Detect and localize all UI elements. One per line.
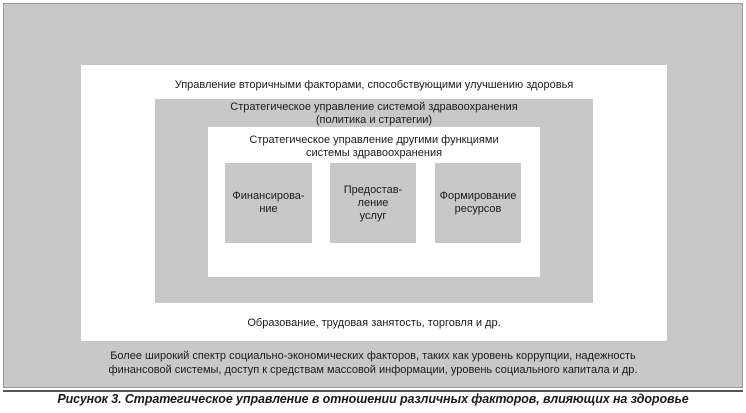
function-service-delivery [330, 163, 416, 243]
function-resource-generation [435, 163, 521, 243]
secondary-title: Управление вторичными факторами, способствующими улучшению здоровья [174, 79, 574, 91]
secondary-bottom-text: Образование, трудовая занятость, торговля и др. [247, 317, 501, 329]
other-functions-line1: Стратегическое управление другими функциями [249, 134, 499, 146]
strategic-title-line1: Стратегическое управление системой здравоохранения [230, 101, 518, 113]
outer-text-line1: Более широкий спектр социально-экономических факторов, таких как уровень коррупции, надежность [110, 350, 636, 362]
figure-caption: Рисунок 3. Стратегическое управление в отношении различных факторов, влияющих на здоровье [57, 392, 689, 406]
function-service-delivery-label: Предостав- ление услуг [343, 183, 403, 222]
outer-text-line2: финансовой системы, доступ к средствам массовой информации, уровень социального капитала и др. [108, 364, 638, 376]
function-resource-generation-label: Формирование ресурсов [439, 190, 517, 215]
function-financing [225, 163, 312, 243]
strategic-title-line2: (политика и стратегии) [315, 114, 433, 126]
other-functions-line2: системы здравоохранения [305, 147, 443, 159]
function-financing-label: Финансирова- ние [232, 190, 305, 215]
